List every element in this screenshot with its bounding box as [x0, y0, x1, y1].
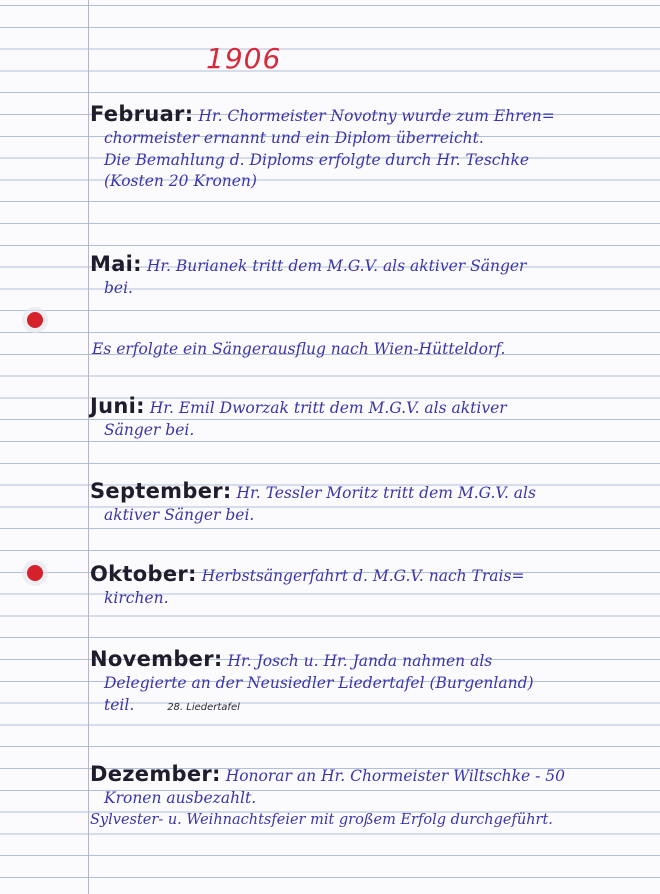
year-heading: 1906	[206, 42, 282, 75]
entry-text: bei.	[104, 278, 133, 297]
entry-oktober	[90, 564, 650, 610]
entry-text: Herbstsängerfahrt d. M.G.V. nach Trais=	[201, 567, 525, 585]
month-label: Mai:	[90, 252, 142, 276]
entry-text: Hr. Chormeister Novotny wurde zum Ehren=	[198, 107, 555, 125]
entry-text: Honorar an Hr. Chormeister Wiltschke - 50	[225, 767, 565, 785]
entry-text: Hr. Burianek tritt dem M.G.V. als aktiver Sänger	[146, 257, 527, 275]
entry-text: Hr. Tessler Moritz tritt dem M.G.V. als	[236, 484, 536, 502]
month-label: November:	[90, 647, 223, 671]
punch-hole-bottom	[27, 565, 43, 581]
entry-mai	[90, 254, 650, 300]
entry-text: aktiver Sänger bei.	[104, 505, 255, 524]
entry-text: (Kosten 20 Kronen)	[104, 172, 257, 191]
margin-note: 28. Liedertafel	[167, 701, 240, 713]
entry-text: kirchen.	[104, 588, 169, 607]
month-label: Februar:	[90, 102, 194, 126]
entry-text: chormeister ernannt und ein Diplom überreicht.	[104, 128, 484, 147]
entry-text: Kronen ausbezahlt.	[104, 788, 257, 807]
entry-text: Hr. Emil Dworzak tritt dem M.G.V. als aktiver	[149, 399, 507, 417]
entry-november	[90, 649, 650, 718]
entry-februar	[90, 104, 650, 193]
punch-hole-top	[27, 312, 43, 328]
entry-text: Die Bemahlung d. Diploms erfolgte durch Hr. Teschke	[104, 150, 530, 169]
month-label: Dezember:	[90, 762, 221, 786]
month-label: Juni:	[90, 394, 145, 418]
entry-text: Es erfolgte ein Sängerausflug nach Wien-Hütteldorf.	[92, 340, 506, 358]
entry-dezember	[90, 764, 650, 831]
entry-text: Sylvester- u. Weihnachtsfeier mit großem Erfolg durchgeführt.	[90, 811, 553, 828]
month-label: September:	[90, 479, 232, 503]
margin-line	[88, 0, 89, 894]
entry-text: Delegierte an der Neusiedler Liedertafel (Burgenland)	[104, 673, 534, 692]
month-label: Oktober:	[90, 562, 197, 586]
entry-text: Sänger bei.	[104, 420, 195, 439]
entry-text: Hr. Josch u. Hr. Janda nahmen als	[227, 652, 493, 670]
entry-text: teil.	[104, 695, 135, 714]
entry-september	[90, 481, 650, 527]
entry-juni	[90, 396, 650, 442]
